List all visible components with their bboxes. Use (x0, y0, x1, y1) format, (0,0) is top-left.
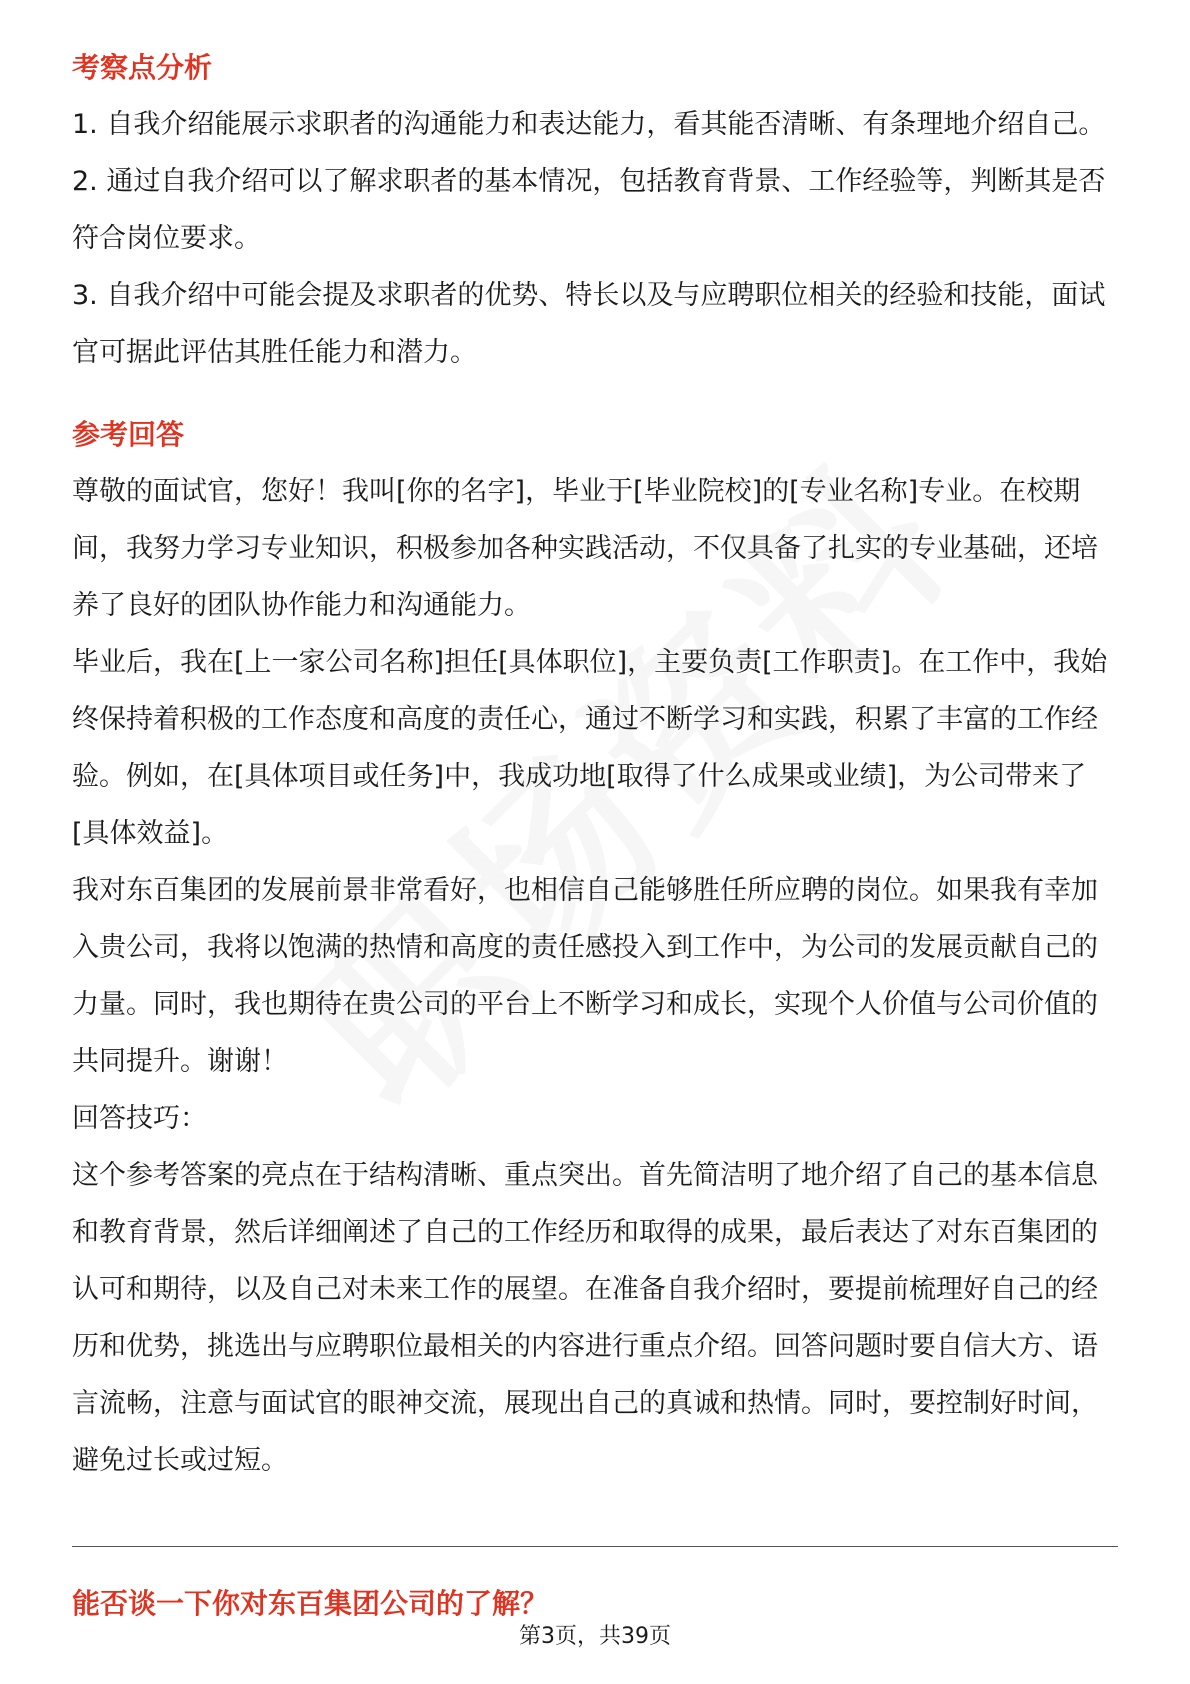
answer-paragraph-3: 我对东百集团的发展前景非常看好，也相信自己能够胜任所应聘的岗位。如果我有幸加入贵公司，我将以饱满的热情和高度的责任感投入到工作中，为公司的发展贡献自己的力量。同时，我也期待在贵公司的平台上不断学习和成长，实现个人价值与公司价值的共同提升。谢谢！ (72, 875, 1098, 1077)
section-title-answer: 参考回答 (72, 418, 185, 451)
tips-paragraph: 这个参考答案的亮点在于结构清晰、重点突出。首先简洁明了地介绍了自己的基本信息和教育背景，然后详细阐述了自己的工作经历和取得的成果，最后表达了对东百集团的认可和期待，以及自己对未来工作的展望。在准备自我介绍时，要提前梳理好自己的经历和优势，挑选出与应聘职位最相关的内容进行重点介绍。回答问题时要自信大方、语言流畅，注意与面试官的眼神交流，展现出自己的真诚和热情。同时，要控制好时间，避免过长或过短。 (72, 1160, 1098, 1476)
divider (72, 1546, 1118, 1547)
analysis-point-1: 1. 自我介绍能展示求职者的沟通能力和表达能力，看其能否清晰、有条理地介绍自己。 (72, 109, 1106, 140)
answer-paragraph-1: 尊敬的面试官，您好！我叫[你的名字]，毕业于[毕业院校]的[专业名称]专业。在校期间，我努力学习专业知识，积极参加各种实践活动，不仅具备了扎实的专业基础，还培养了良好的团队协作能力和沟通能力。 (72, 476, 1098, 621)
analysis-point-2: 2. 通过自我介绍可以了解求职者的基本情况，包括教育背景、工作经验等，判断其是否符合岗位要求。 (72, 166, 1106, 254)
answer-paragraph-2: 毕业后，我在[上一家公司名称]担任[具体职位]，主要负责[工作职责]。在工作中，我始终保持着积极的工作态度和高度的责任心，通过不断学习和实践，积累了丰富的工作经验。例如，在[具体项目或任务]中，我成功地[取得了什么成果或业绩]，为公司带来了[具体效益]。 (72, 647, 1108, 849)
analysis-point-3: 3. 自我介绍中可能会提及求职者的优势、特长以及与应聘职位相关的经验和技能，面试官可据此评估其胜任能力和潜力。 (72, 280, 1106, 368)
page-content (72, 48, 1118, 1489)
next-question-title: 能否谈一下你对东百集团公司的了解？ (72, 1587, 549, 1620)
tips-label: 回答技巧： (72, 1103, 207, 1134)
section-title-analysis: 考察点分析 (72, 51, 213, 84)
page-footer: 第3页，共39页 (519, 1624, 671, 1649)
